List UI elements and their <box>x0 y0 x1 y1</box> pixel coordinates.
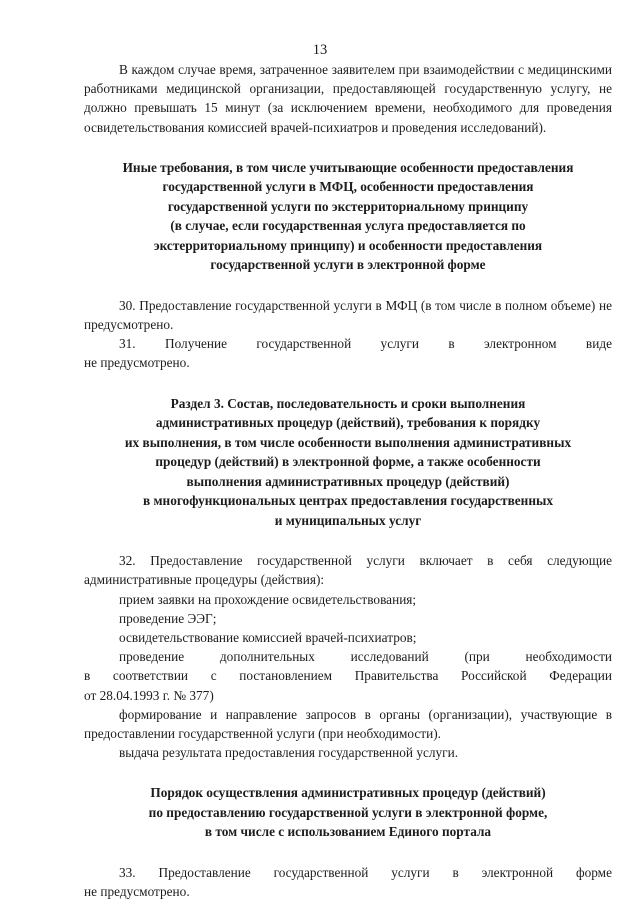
heading-electronic-procedures <box>84 783 612 842</box>
heading-line: административных процедур (действий), требования к порядку <box>155 415 541 431</box>
heading-line: выполнения административных процедур (действий) <box>186 473 510 489</box>
heading-section-3 <box>84 394 612 531</box>
heading-line: (в случае, если государственная услуга предоставляется по <box>170 218 526 234</box>
heading-line: государственной услуги в электронной форме <box>210 257 486 273</box>
heading-line: по предоставлению государственной услуги в электронной форме, <box>148 804 548 820</box>
item-31-line-1: 31. Получение государственной услуги в электронном виде <box>119 336 612 352</box>
procedure-requests: формирование и направление запросов в органы (организации), участвующие в предоставлении государственной услуги (при необходимости). <box>84 706 612 741</box>
heading-line: государственной услуги в МФЦ, особенности предоставления <box>162 179 534 195</box>
heading-other-requirements <box>84 158 612 275</box>
page-number: 13 <box>312 42 328 58</box>
heading-line: Порядок осуществления административных процедур (действий) <box>150 785 546 801</box>
item-33-line-1: 33. Предоставление государственной услуги в электронной форме <box>119 864 612 880</box>
item-30: 30. Предоставление государственной услуги в МФЦ (в том числе в полном объеме) не предусмотрено. <box>84 297 612 333</box>
procedure-additional-line-3: от 28.04.1993 г. № 377) <box>84 687 214 703</box>
heading-line: в том числе с использованием Единого портала <box>204 824 492 840</box>
heading-line: в многофункциональных центрах предоставления государственных <box>142 493 554 509</box>
heading-line: процедур (действий) в электронной форме, а также особенности <box>155 454 541 470</box>
heading-line: их выполнения, в том числе особенности выполнения административных <box>124 434 572 450</box>
procedure-item: проведение ЭЭГ; <box>119 610 217 626</box>
intro-paragraph: В каждом случае время, затраченное заявителем при взаимодействии с медицинскими работниками медицинской организации, предоставляющей государственную услугу, не должно превышать 15 минут (за исключением времени, необходимого для проведения освидетельствования комиссией врачей-психиатров и проведения исследований). <box>84 62 612 135</box>
procedure-item: освидетельствование комиссией врачей-психиатров; <box>119 629 417 645</box>
item-31-line-2: не предусмотрено. <box>84 355 190 371</box>
procedure-item: прием заявки на прохождение освидетельствования; <box>119 591 417 607</box>
heading-line: государственной услуги по экстерриториальному принципу <box>167 198 529 214</box>
heading-line: и муниципальных услуг <box>274 512 422 528</box>
heading-line: Раздел 3. Состав, последовательность и сроки выполнения <box>170 395 526 411</box>
procedure-additional-line-1: проведение дополнительных исследований (при необходимости <box>119 649 612 665</box>
document-body <box>84 60 612 901</box>
procedure-additional-line-2: в соответствии с постановлением Правительства Российской Федерации <box>84 668 612 684</box>
heading-line: экстерриториальному принципу) и особенности предоставления <box>153 237 543 253</box>
heading-line: Иные требования, в том числе учитывающие особенности предоставления <box>122 159 574 175</box>
item-33-line-2: не предусмотрено. <box>84 884 190 900</box>
item-32: 32. Предоставление государственной услуги включает в себя следующие административные процедуры (действия): <box>84 553 612 588</box>
procedure-result: выдача результата предоставления государственной услуги. <box>119 745 459 761</box>
